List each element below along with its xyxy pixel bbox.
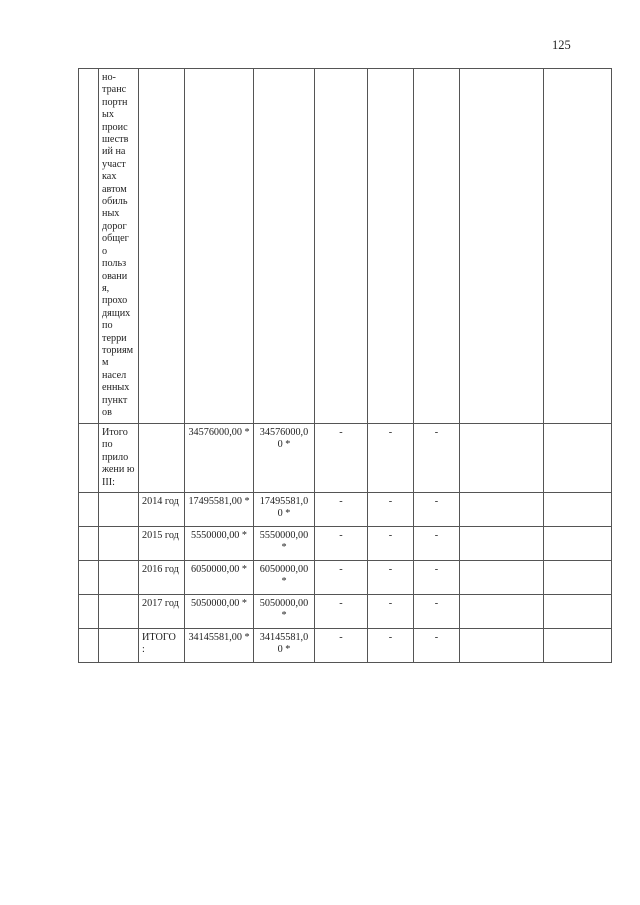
table-cell [99, 595, 139, 629]
table-cell [254, 69, 315, 424]
amount-a: 34145581,00 * [185, 629, 254, 663]
dash-value: - [315, 595, 368, 629]
table-cell [460, 424, 544, 493]
grand-total-row [79, 629, 612, 663]
table-cell [544, 493, 612, 527]
table-cell [544, 629, 612, 663]
dash-value: - [368, 595, 414, 629]
dash-value: - [368, 629, 414, 663]
amount-b: 5050000,00 * [254, 595, 315, 629]
dash-value: - [414, 595, 460, 629]
amount-a: 34576000,00 * [185, 424, 254, 493]
table-cell [79, 527, 99, 561]
year-row [79, 527, 612, 561]
table-cell [99, 493, 139, 527]
table-cell [368, 69, 414, 424]
dash-value: - [315, 629, 368, 663]
amount-a: 5050000,00 * [185, 595, 254, 629]
table-cell [99, 527, 139, 561]
amount-b: 34145581,0 0 * [254, 629, 315, 663]
amount-b: 34576000,0 0 * [254, 424, 315, 493]
table-cell [460, 69, 544, 424]
table-cell [79, 629, 99, 663]
year-row [79, 493, 612, 527]
table-cell [139, 424, 185, 493]
table-cell [414, 69, 460, 424]
amount-b: 6050000,00 * [254, 561, 315, 595]
dash-value: - [368, 424, 414, 493]
table-cell [139, 69, 185, 424]
dash-value: - [414, 561, 460, 595]
dash-value: - [368, 493, 414, 527]
table-cell [460, 561, 544, 595]
table-cell [544, 424, 612, 493]
grand-total-label: ИТОГО : [139, 629, 185, 663]
dash-value: - [368, 527, 414, 561]
table-cell [544, 69, 612, 424]
year-label: 2016 год [139, 561, 185, 595]
dash-value: - [315, 561, 368, 595]
year-row [79, 595, 612, 629]
table-cell [79, 69, 99, 424]
table-cell [79, 561, 99, 595]
dash-value: - [414, 424, 460, 493]
table-cell [460, 493, 544, 527]
amount-a: 17495581,00 * [185, 493, 254, 527]
dash-value: - [315, 424, 368, 493]
table-cell [544, 527, 612, 561]
year-label: 2014 год [139, 493, 185, 527]
dash-value: - [414, 527, 460, 561]
amount-a: 5550000,00 * [185, 527, 254, 561]
table-cell [79, 595, 99, 629]
table-cell [460, 595, 544, 629]
amount-b: 5550000,00 * [254, 527, 315, 561]
dash-value: - [368, 561, 414, 595]
budget-table [78, 68, 612, 663]
table-cell [99, 629, 139, 663]
table-cell [544, 561, 612, 595]
table-cell [185, 69, 254, 424]
table-cell [79, 424, 99, 493]
year-label: 2017 год [139, 595, 185, 629]
dash-value: - [315, 493, 368, 527]
description-row [79, 69, 612, 424]
table-cell [99, 561, 139, 595]
table-cell [544, 595, 612, 629]
appendix-total-row [79, 424, 612, 493]
dash-value: - [315, 527, 368, 561]
table-cell [79, 493, 99, 527]
year-row [79, 561, 612, 595]
table-cell [460, 629, 544, 663]
table-cell [315, 69, 368, 424]
table-cell [460, 527, 544, 561]
year-label: 2015 год [139, 527, 185, 561]
page-number: 125 [552, 38, 571, 52]
amount-a: 6050000,00 * [185, 561, 254, 595]
dash-value: - [414, 493, 460, 527]
amount-b: 17495581,0 0 * [254, 493, 315, 527]
dash-value: - [414, 629, 460, 663]
appendix-total-label: Итого по прило жени ю III: [99, 424, 139, 493]
measure-description: но- транс портн ых проис шеств ий на участ ках автом обиль ных дорог общег о польз овани я, прохо дящих по терри ториям м насел енных пункт ов [99, 69, 139, 424]
